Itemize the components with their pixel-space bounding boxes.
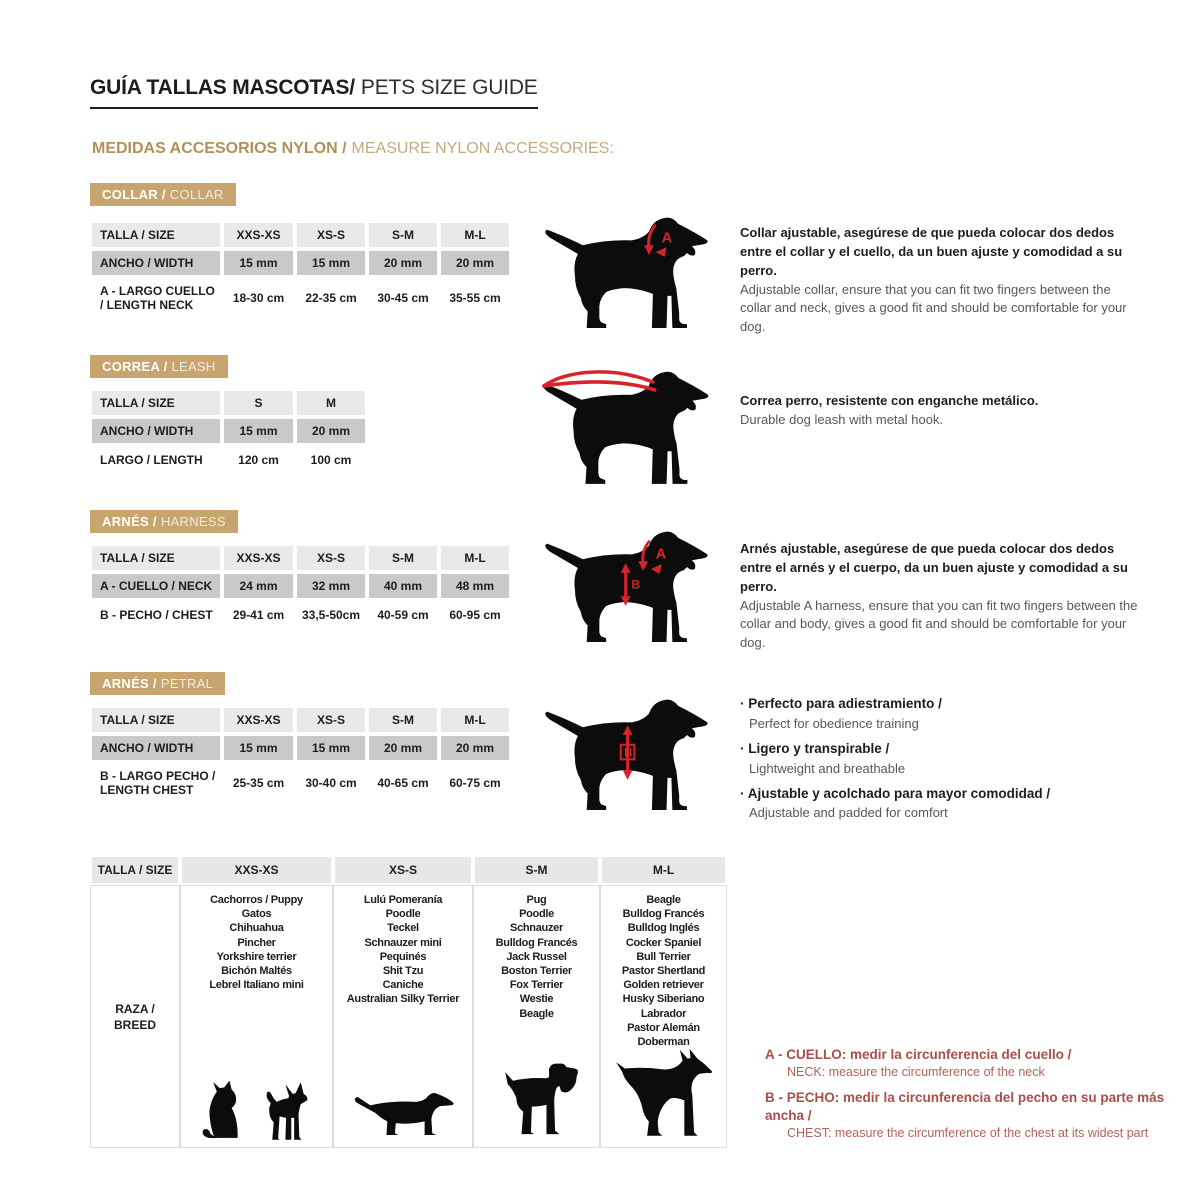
- bullet-es: · Ligero y transpirable /: [740, 739, 1150, 760]
- page-subtitle-es: MEDIDAS ACCESORIOS NYLON /: [92, 140, 347, 157]
- marker-letter-a: A: [655, 546, 667, 563]
- note-es: A - CUELLO: medir la circunferencia del cuello /: [765, 1047, 1072, 1062]
- size-cell: M-L: [439, 221, 511, 249]
- note-en: CHEST: measure the circumference of the chest at its widest part: [787, 1126, 1149, 1141]
- petral-feature-list: [740, 694, 1150, 828]
- size-cell: S-M: [367, 544, 439, 572]
- table-row: [90, 734, 511, 762]
- collar-desc-en: Adjustable collar, ensure that you can fit two fingers between the collar and neck, gives a good fit and should be comfortable for your dog.: [740, 281, 1127, 335]
- row-label-cell: A - LARGO CUELLO / LENGTH NECK: [90, 277, 222, 319]
- value-cell: 24 mm: [222, 572, 295, 600]
- dog-leash-figure: [536, 366, 724, 490]
- table-row: [90, 762, 511, 804]
- value-cell: 40-65 cm: [367, 762, 439, 804]
- dog-collar-measure-figure: [538, 212, 723, 334]
- value-cell: 60-95 cm: [439, 600, 511, 630]
- size-cell: S: [222, 389, 295, 417]
- collar-badge-en: COLLAR: [169, 187, 224, 202]
- value-cell: 20 mm: [439, 249, 511, 277]
- row-label-cell: B - PECHO / CHEST: [90, 600, 222, 630]
- leash-desc-en: Durable dog leash with metal hook.: [740, 411, 944, 427]
- harness-section-badge: [90, 510, 238, 533]
- measurement-notes: [765, 1046, 1195, 1150]
- value-cell: 22-35 cm: [295, 277, 367, 319]
- page-title: [90, 76, 538, 109]
- page-title-en: PETS SIZE GUIDE: [360, 76, 538, 99]
- leash-badge-es: CORREA /: [102, 359, 168, 374]
- leash-badge-en: LEASH: [171, 359, 216, 374]
- marker-letter-b: B: [631, 578, 640, 592]
- row-label-cell: LARGO / LENGTH: [90, 445, 222, 475]
- table-row: [90, 221, 511, 249]
- bullet-en: Adjustable and padded for comfort: [749, 805, 948, 821]
- page-subtitle: [92, 140, 614, 158]
- bullet-en: Lightweight and breathable: [749, 760, 906, 776]
- note-es: B - PECHO: medir la circunferencia del pecho en su parte más ancha /: [765, 1089, 1165, 1123]
- petral-badge-en: PETRAL: [160, 676, 214, 691]
- size-cell: M: [295, 389, 367, 417]
- list-item: [740, 739, 1150, 779]
- note-cuello: [765, 1046, 1195, 1082]
- chihuahua-silhouette: [259, 1080, 314, 1142]
- value-cell: 48 mm: [439, 572, 511, 600]
- note-en: NECK: measure the circumference of the neck: [787, 1065, 1045, 1080]
- size-cell: S-M: [367, 221, 439, 249]
- dog-harness-measure-figure: [538, 526, 723, 648]
- harness-desc-en: Adjustable A harness, ensure that you can fit two fingers between the collar and body, gives a good fit and should be comfortable for your dog.: [740, 597, 1138, 651]
- size-cell: XS-S: [295, 544, 367, 572]
- raza-label-es: RAZA /: [115, 1001, 155, 1016]
- value-cell: 40 mm: [367, 572, 439, 600]
- petral-size-table: [90, 706, 511, 804]
- size-cell: XS-S: [333, 855, 473, 885]
- value-cell: 20 mm: [439, 734, 511, 762]
- value-cell: 120 cm: [222, 445, 295, 475]
- value-cell: 15 mm: [295, 249, 367, 277]
- size-cell: M-L: [439, 706, 511, 734]
- leash-section-badge: [90, 355, 228, 378]
- row-label-cell: B - LARGO PECHO / LENGTH CHEST: [90, 762, 222, 804]
- marker-letter-b: B: [624, 746, 633, 760]
- breed-list: Beagle Bulldog Francés Bulldog Inglés Cocker Spaniel Bull Terrier Pastor Shertland Golden retriever Husky Siberiano Labrador Pastor Alemán Doberman: [621, 894, 706, 1049]
- size-label-cell: TALLA / SIZE: [90, 706, 222, 734]
- value-cell: 15 mm: [295, 734, 367, 762]
- table-row: [90, 706, 511, 734]
- size-cell: M-L: [439, 544, 511, 572]
- breed-row-label-cell: [90, 885, 180, 1148]
- note-pecho: [765, 1089, 1195, 1143]
- table-row: [90, 249, 511, 277]
- breed-list: Pug Poodle Schnauzer Bulldog Francés Jack Russel Boston Terrier Fox Terrier Westie Beagle: [495, 894, 578, 1020]
- value-cell: 29-41 cm: [222, 600, 295, 630]
- bullet-es: · Ajustable y acolchado para mayor comodidad /: [740, 784, 1150, 805]
- page-subtitle-en: MEASURE NYLON ACCESSORIES:: [351, 140, 614, 157]
- value-cell: 20 mm: [367, 734, 439, 762]
- collar-badge-es: COLLAR /: [102, 187, 166, 202]
- leash-description: [740, 392, 1140, 430]
- value-cell: 35-55 cm: [439, 277, 511, 319]
- breed-list: Cachorros / Puppy Gatos Chihuahua Pincher Yorkshire terrier Bichón Maltés Lebrel Italiano mini: [209, 894, 304, 992]
- row-label-cell: ANCHO / WIDTH: [90, 249, 222, 277]
- row-label-cell: ANCHO / WIDTH: [90, 417, 222, 445]
- breed-cell-xs-s: [333, 885, 473, 1148]
- cat-silhouette: [199, 1078, 251, 1142]
- breed-cell-xxs-xs: [180, 885, 333, 1148]
- doberman-silhouette: [608, 1049, 719, 1142]
- list-item: [740, 694, 1150, 734]
- table-row: [90, 544, 511, 572]
- harness-description: [740, 540, 1140, 653]
- value-cell: 60-75 cm: [439, 762, 511, 804]
- table-row: [90, 885, 727, 1148]
- size-cell: S-M: [473, 855, 600, 885]
- leash-line: [544, 382, 655, 390]
- row-label-cell: ANCHO / WIDTH: [90, 734, 222, 762]
- value-cell: 30-45 cm: [367, 277, 439, 319]
- value-cell: 40-59 cm: [367, 600, 439, 630]
- size-cell: XXS-XS: [222, 221, 295, 249]
- table-row: [90, 855, 727, 885]
- arrowhead-down-icon: [623, 770, 633, 780]
- breed-cell-s-m: [473, 885, 600, 1148]
- size-label-cell: TALLA / SIZE: [90, 855, 180, 885]
- value-cell: 20 mm: [295, 417, 367, 445]
- table-row: [90, 572, 511, 600]
- size-cell: S-M: [367, 706, 439, 734]
- page-title-es: GUÍA TALLAS MASCOTAS/: [90, 76, 355, 99]
- size-cell: XXS-XS: [222, 706, 295, 734]
- petral-section-badge: [90, 672, 225, 695]
- petral-badge-es: ARNÉS /: [102, 676, 157, 691]
- size-cell: XXS-XS: [222, 544, 295, 572]
- bullet-es: · Perfecto para adiestramiento /: [740, 694, 1150, 715]
- value-cell: 15 mm: [222, 249, 295, 277]
- table-row: [90, 600, 511, 630]
- collar-section-badge: [90, 183, 236, 206]
- row-label-cell: A - CUELLO / NECK: [90, 572, 222, 600]
- value-cell: 20 mm: [367, 249, 439, 277]
- size-cell: XS-S: [295, 706, 367, 734]
- collar-size-table: [90, 221, 511, 319]
- breed-cell-m-l: [600, 885, 727, 1148]
- harness-size-table: [90, 544, 511, 630]
- harness-badge-es: ARNÉS /: [102, 514, 157, 529]
- leash-desc-es: Correa perro, resistente con enganche metálico.: [740, 393, 1039, 408]
- bullet-en: Perfect for obedience training: [749, 715, 919, 731]
- size-cell: XXS-XS: [180, 855, 333, 885]
- value-cell: 30-40 cm: [295, 762, 367, 804]
- value-cell: 33,5-50cm: [295, 600, 367, 630]
- size-label-cell: TALLA / SIZE: [90, 221, 222, 249]
- value-cell: 100 cm: [295, 445, 367, 475]
- value-cell: 25-35 cm: [222, 762, 295, 804]
- table-row: [90, 445, 367, 475]
- list-item: [740, 784, 1150, 824]
- collar-description: [740, 224, 1140, 337]
- dog-petral-measure-figure: [538, 694, 723, 816]
- harness-badge-en: HARNESS: [160, 514, 226, 529]
- table-row: [90, 417, 367, 445]
- harness-desc-es: Arnés ajustable, asegúrese de que pueda colocar dos dedos entre el arnés y el cuerpo, da un buen ajuste y comodidad a su perro.: [740, 541, 1128, 594]
- value-cell: 15 mm: [222, 417, 295, 445]
- marker-letter-a: A: [661, 230, 673, 247]
- value-cell: 15 mm: [222, 734, 295, 762]
- table-row: [90, 277, 511, 319]
- breed-list: Lulú Pomeranía Poodle Teckel Schnauzer mini Pequinés Shit Tzu Caniche Australian Silky Terrier: [346, 894, 460, 1006]
- size-label-cell: TALLA / SIZE: [90, 544, 222, 572]
- value-cell: 18-30 cm: [222, 277, 295, 319]
- leash-size-table: [90, 389, 367, 475]
- value-cell: 32 mm: [295, 572, 367, 600]
- schnauzer-silhouette: [494, 1060, 580, 1142]
- collar-desc-es: Collar ajustable, asegúrese de que pueda colocar dos dedos entre el collar y el cuello, da un buen ajuste y comodidad a su perro.: [740, 225, 1123, 278]
- size-cell: M-L: [600, 855, 727, 885]
- dachshund-silhouette: [350, 1089, 456, 1142]
- raza-label-en: BREED: [113, 1017, 156, 1032]
- size-cell: XS-S: [295, 221, 367, 249]
- breed-size-table: [90, 855, 727, 1148]
- size-label-cell: TALLA / SIZE: [90, 389, 222, 417]
- table-row: [90, 389, 367, 417]
